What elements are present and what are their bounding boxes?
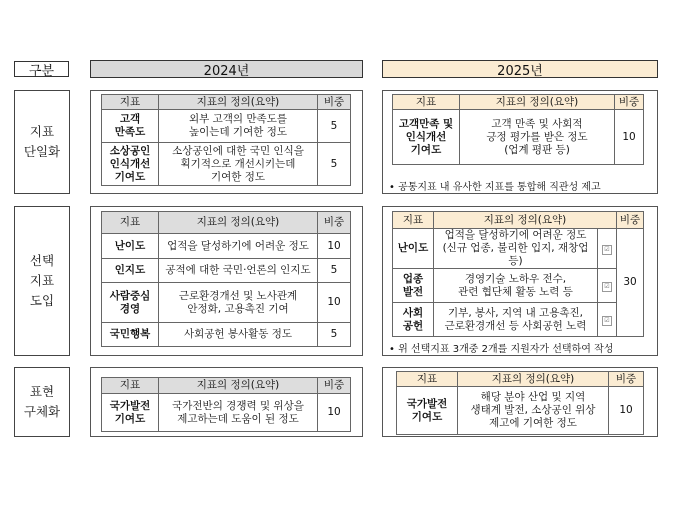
indicator-name: 국민행복 xyxy=(102,323,159,347)
col-weight: 비중 xyxy=(318,378,351,394)
indicator-weight: 10 xyxy=(318,283,351,323)
indicator-weight: 5 xyxy=(318,110,351,143)
col-definition: 지표의 정의(요약) xyxy=(460,95,615,110)
indicator-weight: 5 xyxy=(318,323,351,347)
select-checkbox[interactable] xyxy=(598,303,617,337)
col-name: 지표 xyxy=(102,212,159,234)
col-name: 지표 xyxy=(393,212,434,229)
col-definition: 지표의 정의(요약) xyxy=(159,95,318,110)
category-header: 구분 xyxy=(14,61,69,77)
indicator-definition: 공적에 대한 국민·언론의 인지도 xyxy=(159,259,318,283)
indicator-name: 난이도 xyxy=(102,234,159,259)
indicator-definition: 경영기술 노하우 전수, 관련 협단체 활동 노력 등 xyxy=(434,269,598,303)
indicator-name: 업종 발전 xyxy=(393,269,434,303)
table-unify-2024 xyxy=(101,94,351,186)
indicator-weight: 30 xyxy=(617,229,644,337)
note-select: • 위 선택지표 3개중 2개를 지원자가 선택하여 작성 xyxy=(389,344,614,355)
indicator-definition: 업적을 달성하기에 어려운 정도 (신규 업종, 불리한 입지, 재창업 등) xyxy=(434,229,598,269)
indicator-definition: 업적을 달성하기에 어려운 정도 xyxy=(159,234,318,259)
indicator-definition: 해당 분야 산업 및 지역 생태계 발전, 소상공인 위상 제고에 기여한 정도 xyxy=(458,387,609,435)
indicator-definition: 소상공인에 대한 국민 인식을 획기적으로 개선시키는데 기여한 정도 xyxy=(159,143,318,186)
indicator-weight: 10 xyxy=(615,110,644,165)
note-unify: • 공통지표 내 유사한 지표를 통합해 직관성 제고 xyxy=(389,182,601,193)
col-name: 지표 xyxy=(393,95,460,110)
table-expr-2025 xyxy=(396,371,644,435)
col-name: 지표 xyxy=(102,378,159,394)
indicator-definition: 근로환경개선 및 노사관계 안정화, 고용촉진 기여 xyxy=(159,283,318,323)
col-definition: 지표의 정의(요약) xyxy=(458,372,609,387)
year-2024-header: 2024년 xyxy=(90,60,363,78)
col-definition: 지표의 정의(요약) xyxy=(159,212,318,234)
indicator-name: 고객 만족도 xyxy=(102,110,159,143)
indicator-definition: 고객 만족 및 사회적 긍정 평가를 받은 정도 (업계 평판 등) xyxy=(460,110,615,165)
checkbox-icon: ☑ xyxy=(602,282,612,292)
category-expr: 표현 구체화 xyxy=(14,367,70,437)
indicator-weight: 10 xyxy=(318,394,351,432)
select-checkbox[interactable] xyxy=(598,229,617,269)
indicator-definition: 기부, 봉사, 지역 내 고용촉진, 근로환경개선 등 사회공헌 노력 xyxy=(434,303,598,337)
indicator-name: 국가발전 기여도 xyxy=(102,394,159,432)
table-select-2024 xyxy=(101,211,351,347)
indicator-name: 고객만족 및 인식개선 기여도 xyxy=(393,110,460,165)
indicator-weight: 5 xyxy=(318,259,351,283)
col-definition: 지표의 정의(요약) xyxy=(159,378,318,394)
indicator-name: 사람중심 경영 xyxy=(102,283,159,323)
category-unify: 지표 단일화 xyxy=(14,90,70,194)
col-weight: 비중 xyxy=(617,212,644,229)
table-select-2025 xyxy=(392,211,644,337)
indicator-name: 난이도 xyxy=(393,229,434,269)
checkbox-icon: ☑ xyxy=(602,316,612,326)
indicator-definition: 사회공헌 봉사활동 정도 xyxy=(159,323,318,347)
col-weight: 비중 xyxy=(318,95,351,110)
category-select: 선택 지표 도입 xyxy=(14,206,70,356)
col-name: 지표 xyxy=(397,372,458,387)
select-checkbox[interactable] xyxy=(598,269,617,303)
indicator-weight: 10 xyxy=(609,387,644,435)
col-weight: 비중 xyxy=(609,372,644,387)
col-definition: 지표의 정의(요약) xyxy=(434,212,617,229)
table-unify-2025 xyxy=(392,94,644,165)
indicator-definition: 국가전반의 경쟁력 및 위상을 제고하는데 도움이 된 정도 xyxy=(159,394,318,432)
indicator-name: 사회 공헌 xyxy=(393,303,434,337)
col-name: 지표 xyxy=(102,95,159,110)
indicator-name: 인지도 xyxy=(102,259,159,283)
checkbox-icon: ☑ xyxy=(602,245,612,255)
year-2025-header: 2025년 xyxy=(382,60,658,78)
indicator-name: 소상공인 인식개선 기여도 xyxy=(102,143,159,186)
table-expr-2024 xyxy=(101,377,351,432)
indicator-weight: 10 xyxy=(318,234,351,259)
indicator-name: 국가발전 기여도 xyxy=(397,387,458,435)
indicator-weight: 5 xyxy=(318,143,351,186)
indicator-definition: 외부 고객의 만족도를 높이는데 기여한 정도 xyxy=(159,110,318,143)
col-weight: 비중 xyxy=(615,95,644,110)
col-weight: 비중 xyxy=(318,212,351,234)
